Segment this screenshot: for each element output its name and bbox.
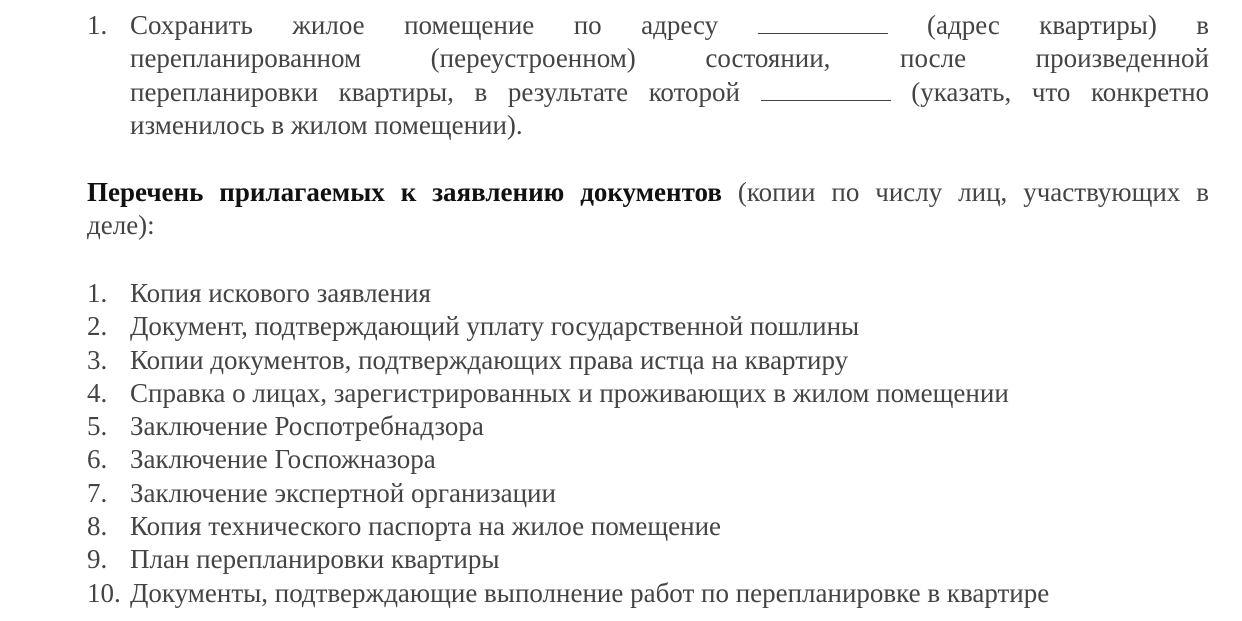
claim-line-3-b: (указать, что конкретно xyxy=(911,76,1210,107)
list-item-text: Заключение Госпожназора xyxy=(130,444,436,475)
list-item xyxy=(87,543,1209,576)
claim-line-3 xyxy=(130,76,1209,109)
claim-item xyxy=(87,9,1209,142)
list-item xyxy=(87,410,1209,443)
list-item-text: Копии документов, подтверждающих права истца на квартиру xyxy=(130,344,849,375)
claim-line-1-a: Сохранить жилое помещение по адресу xyxy=(130,10,719,40)
list-item-number: 10. xyxy=(87,577,121,608)
claim-item-text xyxy=(130,9,1209,142)
attachments-list xyxy=(87,277,1209,610)
list-item xyxy=(87,577,1209,610)
list-item-text: Документы, подтверждающие выполнение работ по перепланировке в квартире xyxy=(130,577,1050,608)
attachments-heading xyxy=(87,176,1209,243)
list-item-number: 5. xyxy=(87,411,108,442)
list-item xyxy=(87,377,1209,410)
list-item-text: Документ, подтверждающий уплату государственной пошлины xyxy=(130,311,860,342)
list-item-number: 7. xyxy=(87,477,108,508)
claim-line-2: перепланированном (переустроенном) состоянии, после произведенной xyxy=(130,43,1209,74)
claim-line-1-b: (адрес квартиры) в xyxy=(927,10,1210,40)
list-item-text: Заключение Роспотребнадзора xyxy=(130,411,484,442)
list-item-text: Копия искового заявления xyxy=(130,278,431,308)
list-item-number: 4. xyxy=(87,377,108,408)
claim-line-4: изменилось в жилом помещении). xyxy=(130,109,523,140)
list-item-number: 6. xyxy=(87,444,108,475)
list-item-text: Справка о лицах, зарегистрированных и проживающих в жилом помещении xyxy=(130,377,1009,408)
attachments-heading-rest-2: деле): xyxy=(87,210,155,241)
claim-line-1 xyxy=(130,9,1209,42)
list-item-text: Заключение экспертной организации xyxy=(130,477,556,508)
list-item xyxy=(87,277,1209,310)
claim-item-number: 1. xyxy=(87,10,108,40)
list-item-number: 9. xyxy=(87,544,108,575)
changes-blank xyxy=(761,78,891,101)
list-item-number: 2. xyxy=(87,311,108,342)
attachments-heading-bold: Перечень прилагаемых к заявлению документов xyxy=(87,177,722,207)
list-item xyxy=(87,510,1209,543)
list-item xyxy=(87,310,1209,343)
list-item-number: 8. xyxy=(87,511,108,542)
claim-line-3-a: перепланировки квартиры, в результате которой xyxy=(130,76,740,107)
list-item xyxy=(87,477,1209,510)
list-item xyxy=(87,344,1209,377)
attachments-heading-line-1 xyxy=(87,176,1209,209)
address-blank xyxy=(758,11,888,34)
attachments-heading-rest-1: (копии по числу лиц, участвующих в xyxy=(737,177,1209,207)
list-item-number: 1. xyxy=(87,278,108,308)
list-item-number: 3. xyxy=(87,344,108,375)
list-item xyxy=(87,443,1209,476)
list-item-text: План перепланировки квартиры xyxy=(130,544,500,575)
list-item-text: Копия технического паспорта на жилое помещение xyxy=(130,511,722,542)
